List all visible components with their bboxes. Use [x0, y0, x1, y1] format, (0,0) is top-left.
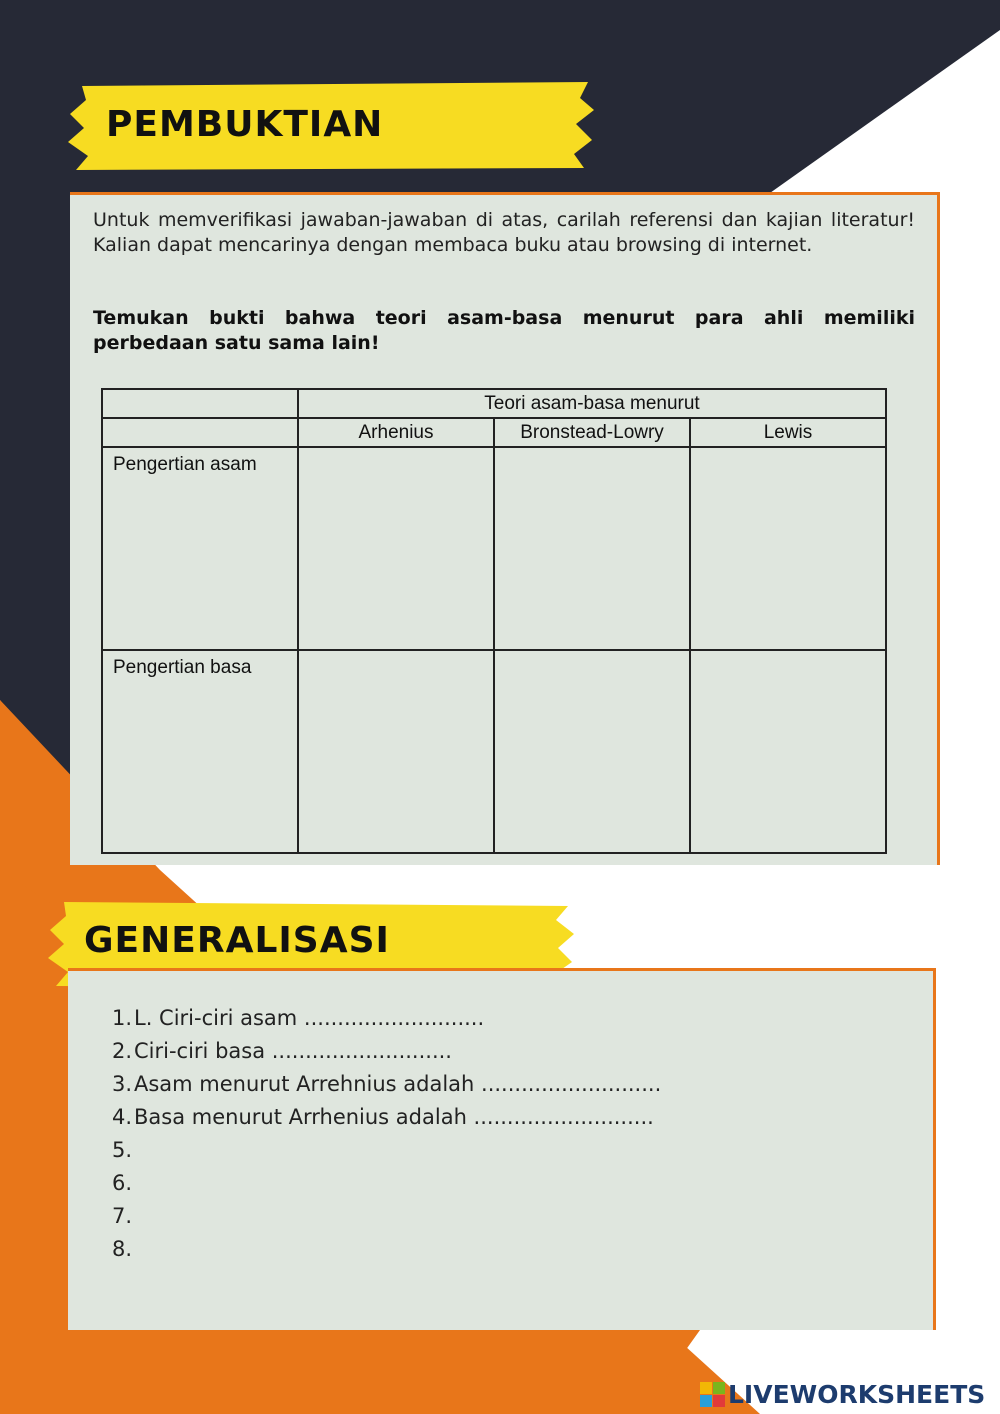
column-header: Lewis	[690, 418, 886, 447]
table-subheader-row	[102, 418, 886, 447]
list-number: 1.	[111, 1006, 132, 1030]
list-item[interactable]	[108, 1101, 661, 1134]
list-number: 2.	[111, 1039, 132, 1063]
logo-block	[700, 1395, 712, 1407]
list-item[interactable]	[108, 1068, 661, 1101]
pembuktian-banner	[68, 80, 598, 172]
list-number: 3.	[111, 1072, 132, 1096]
list-text: L. Ciri-ciri asam ...........................	[134, 1006, 485, 1030]
list-number: 5.	[111, 1138, 132, 1162]
logo-blocks-icon	[700, 1382, 725, 1407]
answer-cell[interactable]	[298, 447, 494, 650]
table-row	[102, 650, 886, 853]
row-label: Pengertian basa	[102, 650, 298, 853]
list-item[interactable]	[108, 1167, 661, 1200]
table-corner-cell	[102, 389, 298, 418]
intro-paragraph: Untuk memverifikasi jawaban-jawaban di atas, carilah referensi dan kajian literatur! Kalian dapat mencarinya dengan membaca buku atau browsing di internet.	[93, 209, 915, 256]
list-item[interactable]	[108, 1134, 661, 1167]
table-row	[102, 447, 886, 650]
task-paragraph: Temukan bukti bahwa teori asam-basa menurut para ahli memiliki perbedaan satu sama lain!	[93, 307, 915, 354]
list-item[interactable]	[108, 1200, 661, 1233]
generalisasi-list	[108, 1002, 661, 1266]
column-header: Arhenius	[298, 418, 494, 447]
list-item[interactable]	[108, 1233, 661, 1266]
list-item[interactable]	[108, 1002, 661, 1035]
answer-cell[interactable]	[494, 650, 690, 853]
list-number: 7.	[111, 1204, 132, 1228]
list-text: Asam menurut Arrehnius adalah ...........................	[134, 1072, 662, 1096]
answer-cell[interactable]	[690, 650, 886, 853]
answer-cell[interactable]	[690, 447, 886, 650]
list-text: Basa menurut Arrhenius adalah ...........................	[134, 1105, 654, 1129]
logo-block	[700, 1382, 712, 1394]
logo-block	[713, 1395, 725, 1407]
pembuktian-title: PEMBUKTIAN	[106, 104, 384, 145]
list-number: 6.	[111, 1171, 132, 1195]
list-text: Ciri-ciri basa ...........................	[134, 1039, 452, 1063]
row-label: Pengertian asam	[102, 447, 298, 650]
list-number: 4.	[111, 1105, 132, 1129]
liveworksheets-logo[interactable]	[700, 1380, 985, 1408]
table-header-row	[102, 389, 886, 418]
answer-cell[interactable]	[298, 650, 494, 853]
answer-cell[interactable]	[494, 447, 690, 650]
list-item[interactable]	[108, 1035, 661, 1068]
generalisasi-title: GENERALISASI	[84, 920, 390, 961]
theory-table	[101, 388, 887, 854]
logo-block	[713, 1382, 725, 1394]
group-header-cell: Teori asam-basa menurut	[298, 389, 886, 418]
logo-text: LIVEWORKSHEETS	[728, 1379, 986, 1409]
column-header: Bronstead-Lowry	[494, 418, 690, 447]
table-empty-cell	[102, 418, 298, 447]
list-number: 8.	[111, 1237, 132, 1261]
